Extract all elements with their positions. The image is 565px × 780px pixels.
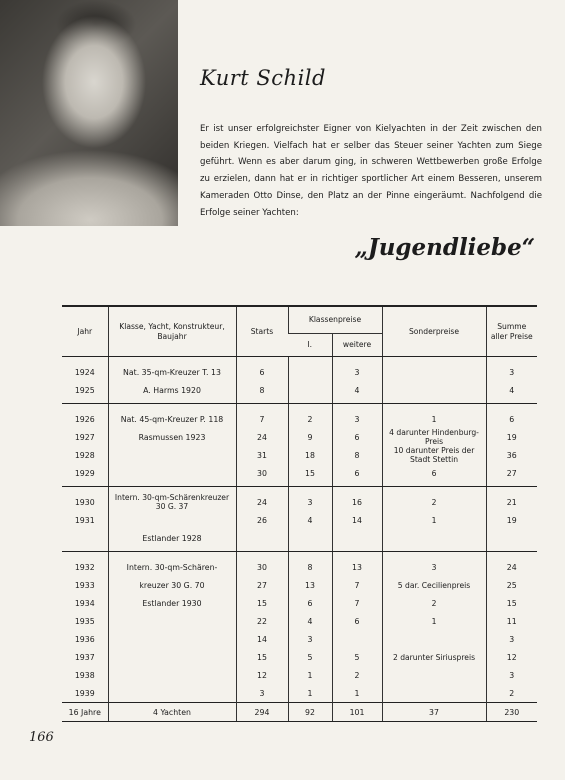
table-row — [62, 684, 537, 703]
cell-further: 7 — [332, 576, 382, 594]
cell-starts: 22 — [236, 612, 288, 630]
cell-yacht — [108, 648, 236, 666]
cell-special — [382, 529, 486, 552]
cell-year: 1934 — [74, 598, 95, 608]
cell-first — [288, 381, 332, 404]
table-total-row — [62, 703, 537, 722]
cell-starts: 14 — [236, 630, 288, 648]
cell-year: 1939 — [74, 688, 95, 698]
cell-further: 3 — [332, 404, 382, 429]
cell-special: 2 — [382, 594, 486, 612]
cell-first: 3 — [288, 487, 332, 512]
cell-further — [332, 529, 382, 552]
cell-special — [382, 630, 486, 648]
cell-total: 15 — [486, 594, 537, 612]
cell-year: 1932 — [74, 562, 95, 572]
table-row — [62, 612, 537, 630]
intro-paragraph: Er ist unser erfolgreichster Eigner von Kielyachten in der Zeit zwischen den beiden Kriegen. Vielfach hat er selber das Steuer seiner Yachten zum Siege geführt. Wenn es aber darum ging, in schweren Wettbewerben große Erfolge zu erzielen, dann hat er in richtiger sportlicher Art einem Besseren, unserem Kameraden Otto Dinse, den Platz an der Pinne eingeräumt. Nachfolgend die Erfolge seiner Yachten: — [200, 124, 542, 218]
cell-further — [332, 630, 382, 648]
cell-further: 7 — [332, 594, 382, 612]
total-first: 92 — [288, 703, 332, 722]
cell-special: 1 — [382, 404, 486, 429]
total-starts: 294 — [236, 703, 288, 722]
total-yachts: 4 Yachten — [108, 703, 236, 722]
cell-first: 1 — [288, 666, 332, 684]
cell-yacht — [108, 446, 236, 464]
cell-year — [62, 529, 108, 552]
cell-starts: 24 — [236, 428, 288, 446]
header-class-prizes: Klassenpreise — [288, 306, 382, 334]
cell-first: 6 — [288, 594, 332, 612]
cell-further: 6 — [332, 612, 382, 630]
cell-total: 3 — [486, 357, 537, 382]
cell-starts: 12 — [236, 666, 288, 684]
cell-total — [486, 529, 537, 552]
cell-yacht: Nat. 35-qm-Kreuzer T. 13 — [108, 357, 236, 382]
table-row — [62, 511, 537, 529]
table-row — [62, 529, 537, 552]
cell-further: 1 — [332, 684, 382, 703]
cell-first: 5 — [288, 648, 332, 666]
cell-total: 19 — [486, 428, 537, 446]
cell-special: 6 — [382, 464, 486, 487]
table-row — [62, 648, 537, 666]
cell-first: 8 — [288, 552, 332, 577]
cell-yacht: Estlander 1930 — [108, 594, 236, 612]
header-special: Sonderpreise — [382, 306, 486, 357]
cell-first — [288, 357, 332, 382]
cell-year: 1935 — [74, 616, 95, 626]
table-row — [62, 666, 537, 684]
cell-first: 9 — [288, 428, 332, 446]
cell-yacht: Estlander 1928 — [108, 529, 236, 552]
cell-starts — [236, 529, 288, 552]
cell-special — [382, 357, 486, 382]
cell-further: 8 — [332, 446, 382, 464]
cell-special: 1 — [382, 511, 486, 529]
cell-starts: 15 — [236, 594, 288, 612]
cell-first: 3 — [288, 630, 332, 648]
cell-further: 4 — [332, 381, 382, 404]
cell-year: 1938 — [74, 670, 95, 680]
cell-starts: 27 — [236, 576, 288, 594]
cell-starts: 7 — [236, 404, 288, 429]
table-row — [62, 404, 537, 429]
cell-total: 25 — [486, 576, 537, 594]
cell-further: 5 — [332, 648, 382, 666]
yacht-title: „Jugendliebe“ — [354, 234, 535, 261]
cell-starts: 6 — [236, 357, 288, 382]
table-row — [62, 576, 537, 594]
header-yacht: Klasse, Yacht, Konstrukteur, Baujahr — [108, 306, 236, 357]
cell-further: 2 — [332, 666, 382, 684]
cell-special: 10 darunter Preis der Stadt Stettin — [382, 446, 486, 464]
cell-yacht: Nat. 45-qm-Kreuzer P. 118 — [108, 404, 236, 429]
total-further: 101 — [332, 703, 382, 722]
cell-yacht — [108, 464, 236, 487]
cell-total: 2 — [486, 684, 537, 703]
cell-total: 27 — [486, 464, 537, 487]
cell-year: 1925 — [62, 381, 108, 404]
header-further: weitere — [332, 334, 382, 357]
cell-year: 1937 — [74, 652, 95, 662]
cell-first: 18 — [288, 446, 332, 464]
cell-total: 21 — [486, 487, 537, 512]
total-special: 37 — [382, 703, 486, 722]
cell-further: 13 — [332, 552, 382, 577]
cell-starts: 30 — [236, 552, 288, 577]
cell-further: 6 — [332, 428, 382, 446]
cell-total: 36 — [486, 446, 537, 464]
cell-year: 1931 — [74, 515, 95, 525]
cell-yacht — [108, 630, 236, 648]
cell-total: 19 — [486, 511, 537, 529]
cell-starts: 30 — [236, 464, 288, 487]
cell-starts: 24 — [236, 487, 288, 512]
table-row — [62, 357, 537, 382]
cell-starts: 26 — [236, 511, 288, 529]
cell-first: 15 — [288, 464, 332, 487]
table-row — [62, 594, 537, 612]
cell-yacht: A. Harms 1920 — [108, 381, 236, 404]
cell-yacht: Rasmussen 1923 — [108, 428, 236, 446]
cell-first: 4 — [288, 511, 332, 529]
header-year: Jahr — [62, 306, 108, 357]
cell-special: 3 — [382, 552, 486, 577]
cell-further: 14 — [332, 511, 382, 529]
cell-special — [382, 666, 486, 684]
cell-first: 1 — [288, 684, 332, 703]
table-row — [62, 552, 537, 577]
page-number: 166 — [29, 730, 54, 745]
cell-further: 16 — [332, 487, 382, 512]
cell-year: 1933 — [74, 580, 95, 590]
cell-first: 4 — [288, 612, 332, 630]
cell-total: 3 — [486, 630, 537, 648]
total-sum: 230 — [486, 703, 537, 722]
cell-yacht: Intern. 30-qm-Schärenkreuzer 30 G. 37 — [108, 487, 236, 512]
cell-yacht — [108, 684, 236, 703]
cell-special: 5 dar. Cecilienpreis — [382, 576, 486, 594]
cell-year: 1924 — [74, 367, 95, 377]
table-row — [62, 446, 537, 464]
cell-year: 1927 — [74, 432, 95, 442]
cell-yacht — [108, 612, 236, 630]
cell-special — [382, 684, 486, 703]
cell-yacht — [108, 666, 236, 684]
cell-starts: 3 — [236, 684, 288, 703]
cell-yacht — [108, 511, 236, 529]
cell-year: 1926 — [74, 414, 95, 424]
cell-further: 6 — [332, 464, 382, 487]
table-row — [62, 630, 537, 648]
table-row — [62, 428, 537, 446]
cell-total: 4 — [486, 381, 537, 404]
cell-yacht: kreuzer 30 G. 70 — [108, 576, 236, 594]
cell-yacht: Intern. 30-qm-Schären- — [108, 552, 236, 577]
header-first: I. — [288, 334, 332, 357]
cell-year: 1930 — [74, 497, 95, 507]
cell-year: 1929 — [62, 464, 108, 487]
cell-year: 1928 — [74, 450, 95, 460]
header-starts: Starts — [236, 306, 288, 357]
cell-special: 2 — [382, 487, 486, 512]
header-total: Summe aller Preise — [486, 306, 537, 357]
cell-starts: 8 — [236, 381, 288, 404]
cell-special — [382, 381, 486, 404]
cell-special: 1 — [382, 612, 486, 630]
cell-starts: 31 — [236, 446, 288, 464]
cell-total: 24 — [486, 552, 537, 577]
results-table — [62, 305, 537, 722]
cell-special: 2 darunter Siriuspreis — [382, 648, 486, 666]
cell-total: 3 — [486, 666, 537, 684]
table-row — [62, 464, 537, 487]
cell-total: 11 — [486, 612, 537, 630]
cell-further: 3 — [332, 357, 382, 382]
cell-first: 13 — [288, 576, 332, 594]
cell-first — [288, 529, 332, 552]
table-row — [62, 381, 537, 404]
cell-year: 1936 — [74, 634, 95, 644]
cell-special: 4 darunter Hindenburg-Preis — [382, 428, 486, 446]
table-row — [62, 487, 537, 512]
cell-total: 6 — [486, 404, 537, 429]
person-name: Kurt Schild — [200, 66, 326, 90]
cell-first: 2 — [288, 404, 332, 429]
cell-total: 12 — [486, 648, 537, 666]
total-years: 16 Jahre — [62, 703, 108, 722]
portrait-photo — [0, 0, 178, 226]
cell-starts: 15 — [236, 648, 288, 666]
